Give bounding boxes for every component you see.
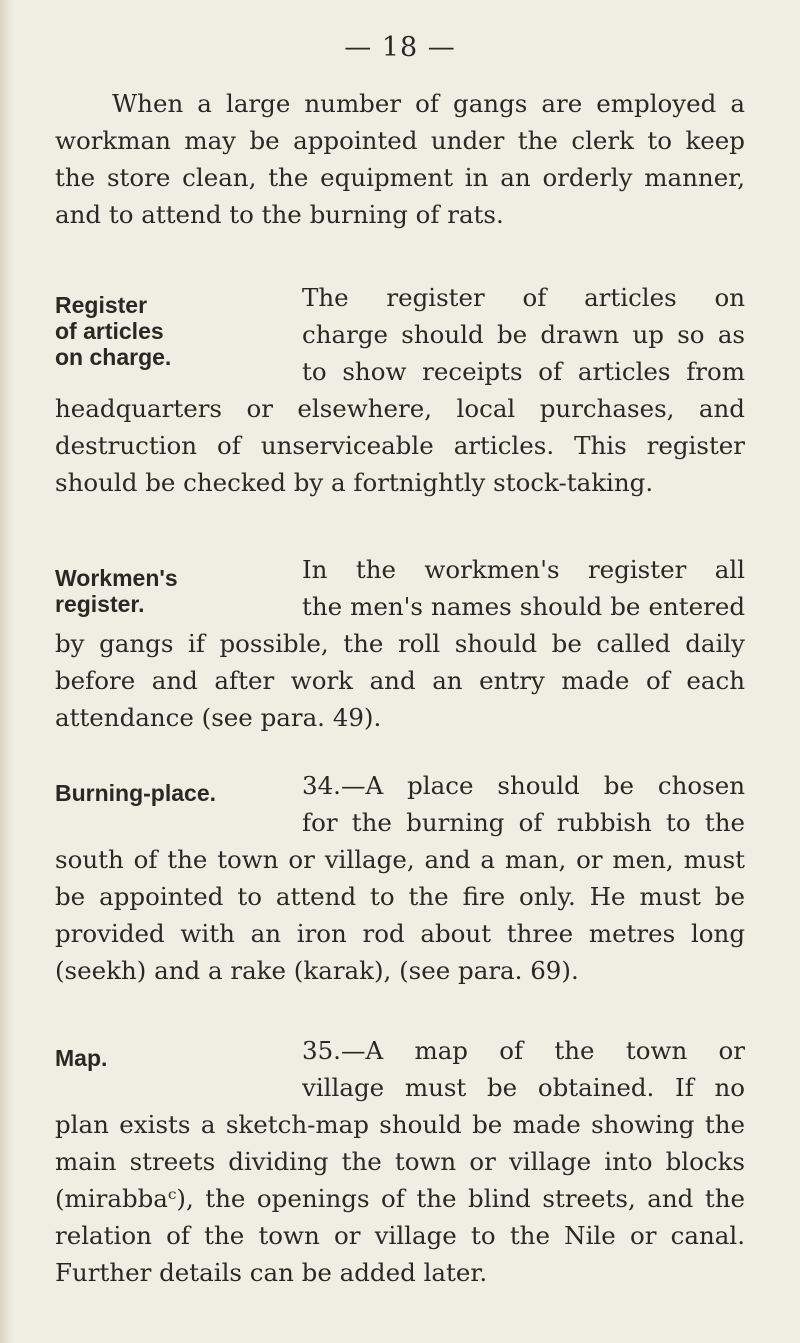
burning-place-line-5: provided with an iron rod about three metres long — [55, 919, 745, 948]
workmen-register-line-3: by gangs if possible, the roll should be called daily — [55, 629, 745, 658]
map-line-7: Further details can be added later. — [55, 1258, 488, 1287]
side-heading-line: Burning-place. — [55, 780, 217, 806]
map-line-2: village must be obtained. If no — [302, 1073, 745, 1102]
side-heading-map — [55, 1045, 295, 1071]
workmen-register-line-2: the men's names should be entered — [302, 592, 745, 621]
workmen-register-line-5: attendance (see para. 49). — [55, 703, 382, 732]
register-articles-line-1: The register of articles on — [302, 283, 745, 312]
burning-place-line-4: be appointed to attend to the fire only. He must be — [55, 882, 745, 911]
burning-place-line-1: 34.—A place should be chosen — [302, 771, 745, 800]
page-edge — [0, 0, 14, 1343]
side-heading-workmens-register — [55, 565, 295, 617]
burning-place-line-2: for the burning of rubbish to the — [302, 808, 745, 837]
side-heading-line: Workmen's — [55, 565, 178, 591]
register-articles-line-5: destruction of unserviceable articles. This register — [55, 431, 745, 460]
side-heading-line: Map. — [55, 1045, 108, 1071]
map-line-3: plan exists a sketch-map should be made showing the — [55, 1110, 745, 1139]
side-heading-burning-place — [55, 780, 295, 806]
side-heading-line: on charge. — [55, 344, 172, 370]
intro-line-3: the store clean, the equipment in an orderly manner, — [55, 163, 745, 192]
register-articles-line-4: headquarters or elsewhere, local purchases, and — [55, 394, 745, 423]
intro-line-1: When a large number of gangs are employed a — [112, 89, 745, 118]
side-heading-line: register. — [55, 591, 145, 617]
workmen-register-line-4: before and after work and an entry made of each — [55, 666, 745, 695]
map-line-1: 35.—A map of the town or — [302, 1036, 745, 1065]
register-articles-line-2: charge should be drawn up so as — [302, 320, 745, 349]
side-heading-register-articles — [55, 292, 295, 370]
map-line-5: (mirabbaᶜ), the openings of the blind streets, and the — [55, 1184, 745, 1213]
intro-line-4: and to attend to the burning of rats. — [55, 200, 504, 229]
side-heading-line: Register — [55, 292, 148, 318]
intro-line-2: workman may be appointed under the clerk to keep — [55, 126, 745, 155]
register-articles-line-3: to show receipts of articles from — [302, 357, 745, 386]
page-number: — 18 — — [344, 32, 456, 63]
map-line-6: relation of the town or village to the Nile or canal. — [55, 1221, 745, 1250]
burning-place-line-6: (seekh) and a rake (karak), (see para. 69). — [55, 956, 579, 985]
burning-place-line-3: south of the town or village, and a man, or men, must — [55, 845, 745, 874]
workmen-register-line-1: In the workmen's register all — [302, 555, 745, 584]
side-heading-line: of articles — [55, 318, 164, 344]
map-line-4: main streets dividing the town or village into blocks — [55, 1147, 745, 1176]
register-articles-line-6: should be checked by a fortnightly stock-taking. — [55, 468, 654, 497]
